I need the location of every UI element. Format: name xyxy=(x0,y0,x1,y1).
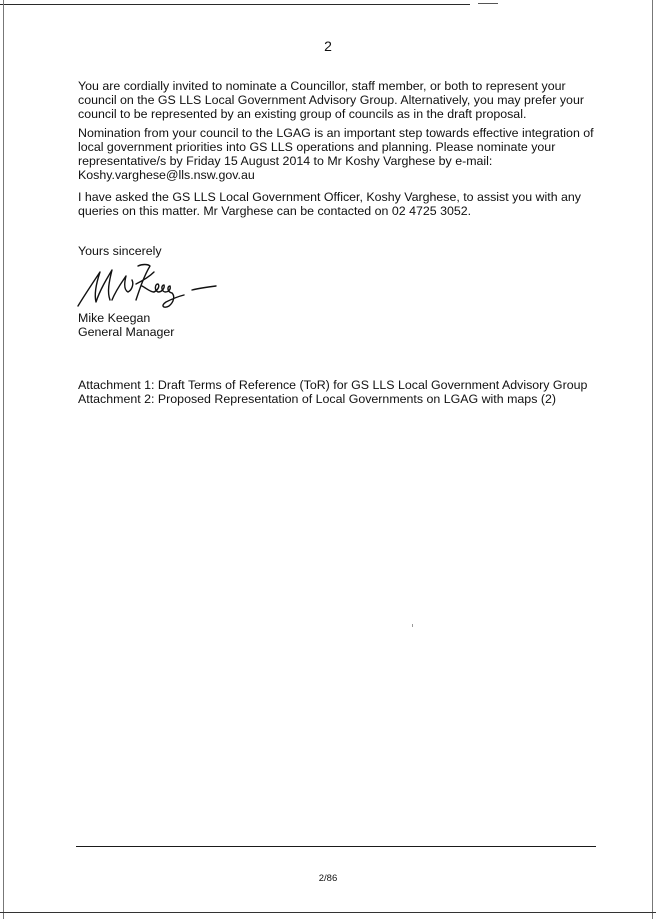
footer-page-indicator: 2/86 xyxy=(318,873,338,884)
paragraph-invitation xyxy=(78,79,618,121)
page-number: 2 xyxy=(324,38,332,54)
paragraph-nomination xyxy=(78,126,618,182)
paragraph-line: queries on this matter. Mr Varghese can be contacted on 02 4725 3052. xyxy=(78,204,472,218)
signatory-block xyxy=(78,311,618,339)
paragraph-contact xyxy=(78,190,618,218)
paragraph-line: local government priorities into GS LLS operations and planning. Please nominate your xyxy=(78,140,556,154)
paragraph-line: I have asked the GS LLS Local Government Officer, Koshy Varghese, to assist you with any xyxy=(78,190,582,204)
scan-speck xyxy=(412,624,413,627)
paragraph-line: council to be represented by an existing group of councils as in the draft proposal. xyxy=(78,107,527,121)
footer-divider xyxy=(76,846,596,847)
handwritten-signature xyxy=(74,262,224,316)
paragraph-line: representative/s by Friday 15 August 2014 to Mr Koshy Varghese by e-mail: xyxy=(78,154,493,168)
scan-edge-bottom xyxy=(0,912,656,913)
signatory-name: Mike Keegan xyxy=(78,311,151,325)
scan-edge-top xyxy=(0,4,470,5)
paragraph-line: council on the GS LLS Local Government Advisory Group. Alternatively, you may prefer your xyxy=(78,93,584,107)
signatory-title: General Manager xyxy=(78,325,175,339)
scan-edge-right xyxy=(652,0,653,919)
email-address: Koshy.varghese@lls.nsw.gov.au xyxy=(78,168,255,182)
paragraph-line: Nomination from your council to the LGAG is an important step towards effective integration of xyxy=(78,126,594,140)
attachment-item: Attachment 2: Proposed Representation of Local Governments on LGAG with maps (2) xyxy=(78,392,556,406)
scan-edge-top-mark xyxy=(478,3,498,4)
closing-salutation: Yours sincerely xyxy=(78,244,162,258)
attachments-list xyxy=(78,378,618,406)
scan-edge-left xyxy=(3,0,4,919)
paragraph-line: You are cordially invited to nominate a Councillor, staff member, or both to represent your xyxy=(78,79,566,93)
attachment-item: Attachment 1: Draft Terms of Reference (ToR) for GS LLS Local Government Advisory Group xyxy=(78,378,588,392)
